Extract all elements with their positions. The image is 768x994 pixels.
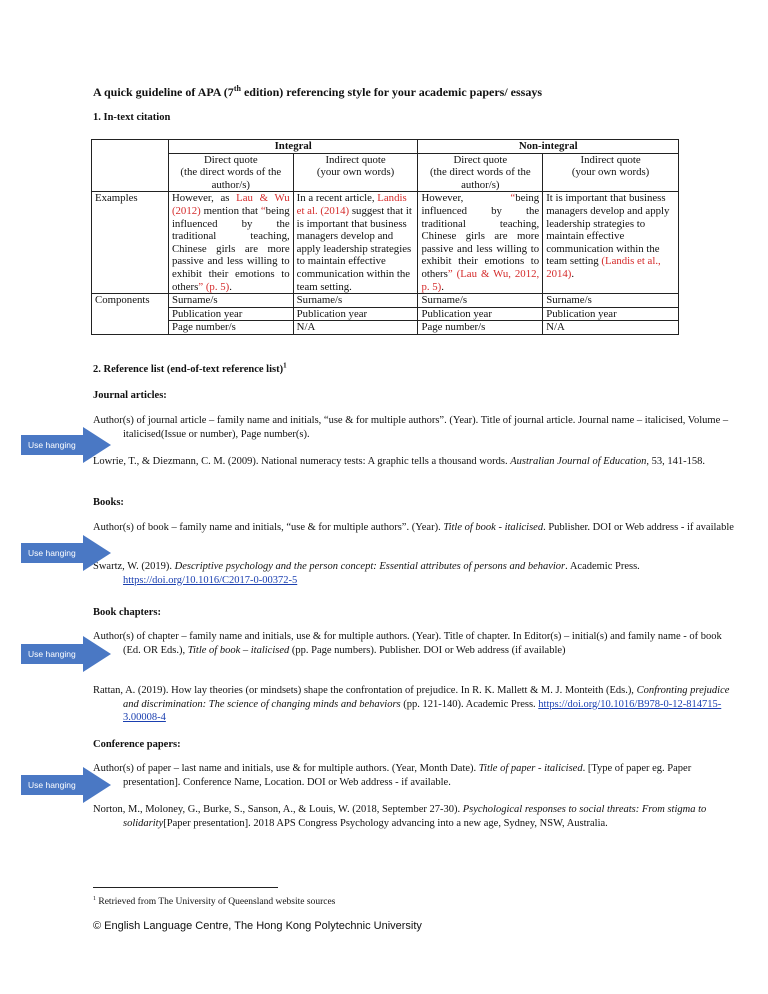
components-label: Components <box>92 294 169 308</box>
component-surname: Surname/s <box>418 294 543 308</box>
component-na: N/A <box>293 321 418 335</box>
use-hanging-arrow: Use hanging <box>21 535 111 571</box>
in-text-citation-table <box>91 139 679 335</box>
component-page: Page number/s <box>418 321 543 335</box>
conference-papers-heading: Conference papers: <box>93 739 181 750</box>
example-integral-direct: However, as Lau & Wu (2012) mention that “being influenced by the traditional teaching, Chinese girls are more passive and less willing to exhibit their emotions to others” (p. 5). <box>168 192 293 294</box>
component-surname: Surname/s <box>168 294 293 308</box>
chapters-doi-link[interactable]: https://doi.org/10.1016/B978-0-12-814715-3.00008-4 <box>123 698 722 723</box>
example-non-integral-indirect: It is important that business managers develop and apply leadership strategies to maintain effective communication within the team setting (Landis et al., 2014). <box>543 192 679 294</box>
conference-example: Norton, M., Moloney, G., Burke, S., Sanson, A., & Louis, W. (2018, September 27-30). Psychological responses to social threats: From stigma to solidarity[Paper presentation]. 2018 APS Congress Psychology advancing into a new age, Sydney, NSW, Australia. <box>93 804 707 829</box>
component-surname: Surname/s <box>293 294 418 308</box>
non-integral-header: Non-integral <box>418 140 679 154</box>
example-non-integral-direct: However, “being influenced by the traditional teaching, Chinese girls are more passive and less willing to exhibit their emotions to others” (Lau & Wu, 2012, p. 5). <box>418 192 543 294</box>
journal-articles-heading: Journal articles: <box>93 390 167 401</box>
chapters-example: Rattan, A. (2019). How lay theories (or mindsets) shape the confrontation of prejudice. In R. K. Mallett & M. J. Monteith (Eds.), Confronting prejudice and discrimination: The science of changing minds and behaviors (pp. 121-140). Academic Press. https://doi.org/10.1016/B978-0-12-814715-3.00008-4 <box>93 685 730 723</box>
component-page: Page number/s <box>168 321 293 335</box>
chapters-format: Author(s) of chapter – family name and initials, use & for multiple authors. (Year). Title of chapter. In Editor(s) – initial(s) and family name - of book (Ed. OR Eds.), Title of book – italicised (pp. Page numbers). Publisher. DOI or Web address (if available) <box>93 631 722 656</box>
component-pubyear: Publication year <box>293 307 418 321</box>
footnote-divider <box>93 887 278 888</box>
non-integral-indirect-quote-header: Indirect quote (your own words) <box>543 153 679 192</box>
use-hanging-arrow: Use hanging <box>21 636 111 672</box>
example-integral-indirect: In a recent article, Landis et al. (2014) suggest that it is important that business managers develop and apply leadership strategies to maintain effective communication within the team setting. <box>293 192 418 294</box>
page-title: A quick guideline of APA (7th edition) referencing style for your academic papers/ essays <box>93 84 543 99</box>
conference-format: Author(s) of paper – last name and initials, use & for multiple authors. (Year, Month Date). Title of paper - italicised. [Type of paper eg. Paper presentation]. Conference Name, Location. DOI or Web address - if available. <box>93 763 692 788</box>
examples-label: Examples <box>92 192 169 294</box>
component-na: N/A <box>543 321 679 335</box>
component-pubyear: Publication year <box>168 307 293 321</box>
footnote: $^1$ Retrieved from The University of Queensland website sources <box>93 896 336 908</box>
use-hanging-arrow: Use hanging <box>21 767 111 803</box>
component-pubyear: Publication year <box>543 307 679 321</box>
integral-indirect-quote-header: Indirect quote (your own words) <box>293 153 418 192</box>
use-hanging-arrow: Use hanging <box>21 427 111 463</box>
books-format: Author(s) of book – family name and initials, “use & for multiple authors”. (Year). Title of book - italicised. Publisher. DOI or Web address - if available <box>93 522 734 533</box>
books-heading: Books: <box>93 497 124 508</box>
section-in-text-citation-heading: 1. In-text citation <box>93 112 171 123</box>
journal-example: Lowrie, T., & Diezmann, C. M. (2009). National numeracy tests: A graphic tells a thousand words. Australian Journal of Education, 53, 141-158. <box>93 456 706 467</box>
component-surname: Surname/s <box>543 294 679 308</box>
table-corner-cell <box>92 140 169 154</box>
integral-direct-quote-header: Direct quote (the direct words of the author/s) <box>168 153 293 192</box>
books-doi-link[interactable]: https://doi.org/10.1016/C2017-0-00372-5 <box>123 574 298 586</box>
non-integral-direct-quote-header: Direct quote (the direct words of the author/s) <box>418 153 543 192</box>
section-reference-list-heading: 2. Reference list (end-of-text reference list)$^1$ <box>93 361 287 375</box>
journal-format: Author(s) of journal article – family name and initials, “use & for multiple authors”. (Year). Title of journal article. Journal name – italicised, Volume – italicised(Issue or number), Page number(s). <box>93 415 729 440</box>
book-chapters-heading: Book chapters: <box>93 607 161 618</box>
integral-header: Integral <box>168 140 418 154</box>
books-example: Swartz, W. (2019). Descriptive psychology and the person concept: Essential attributes of persons and behavior. Academic Press. https://doi.org/10.1016/C2017-0-00372-5 <box>93 561 640 586</box>
component-pubyear: Publication year <box>418 307 543 321</box>
copyright-footer: © English Language Centre, The Hong Kong Polytechnic University <box>93 920 422 932</box>
